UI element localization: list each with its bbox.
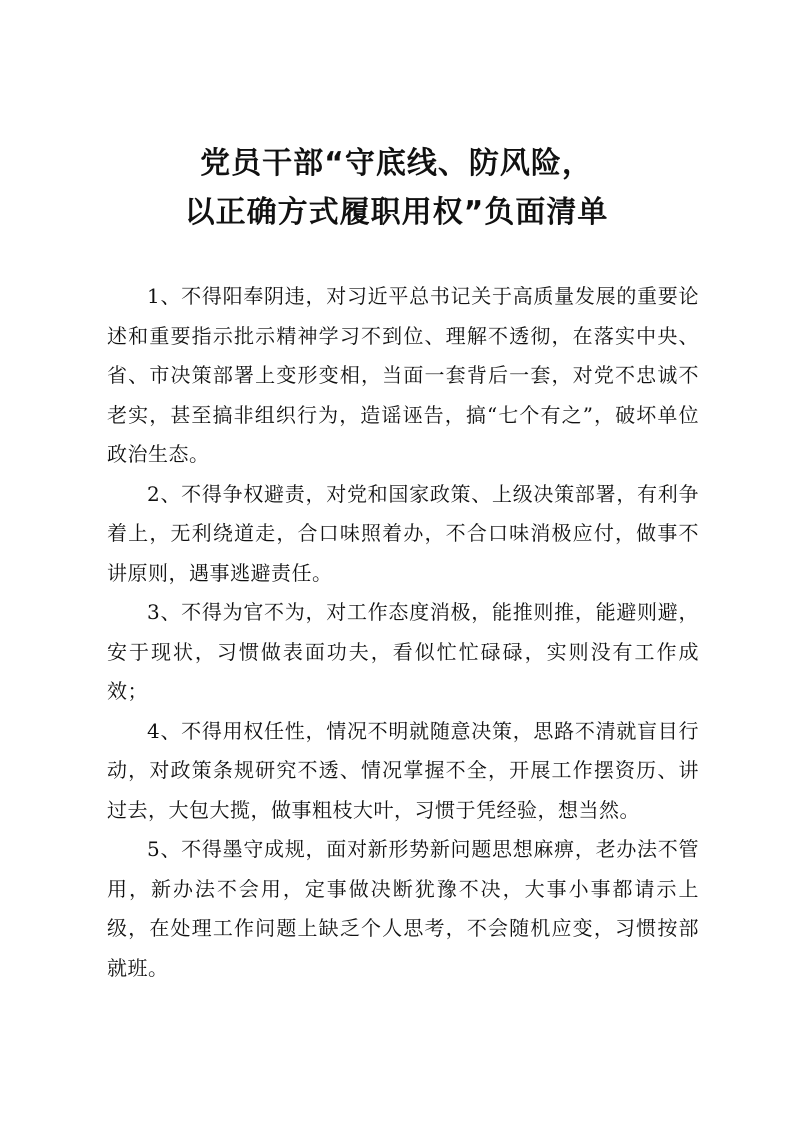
list-item-1: 1、不得阳奉阴违，对习近平总书记关于高质量发展的重要论述和重要指示批示精神学习不到位、理解不透彻，在落实中央、省、市决策部署上变形变相，当面一套背后一套，对党不忠诚不老实，甚至搞非组织行为，造谣诬告，搞“七个有之”，破坏单位政治生态。: [107, 284, 699, 466]
list-item-3: 3、不得为官不为，对工作态度消极，能推则推，能避则避，安于现状，习惯做表面功夫，看似忙忙碌碌，实则没有工作成效；: [107, 600, 699, 703]
list-item-4: 4、不得用权任性，情况不明就随意决策，思路不清就盲目行动，对政策条规研究不透、情况掌握不全，开展工作摆资历、讲过去，大包大揽，做事粗枝大叶，习惯于凭经验，想当然。: [107, 718, 699, 822]
document-title-line-2: 以正确方式履职用权”负面清单: [184, 195, 609, 230]
document-title-line-1: 党员干部“守底线、防风险，: [200, 146, 593, 181]
list-item-5: 5、不得墨守成规，面对新形势新问题思想麻痹，老办法不管用，新办法不会用，定事做决断犹豫不决，大事小事都请示上级，在处理工作问题上缺乏个人思考，不会随机应变，习惯按部就班。: [107, 837, 699, 980]
document-body: [107, 277, 699, 988]
list-item-2: 2、不得争权避责，对党和国家政策、上级决策部署，有利争着上，无利绕道走，合口味照着办，不合口味消极应付，做事不讲原则，遇事逃避责任。: [107, 481, 699, 585]
